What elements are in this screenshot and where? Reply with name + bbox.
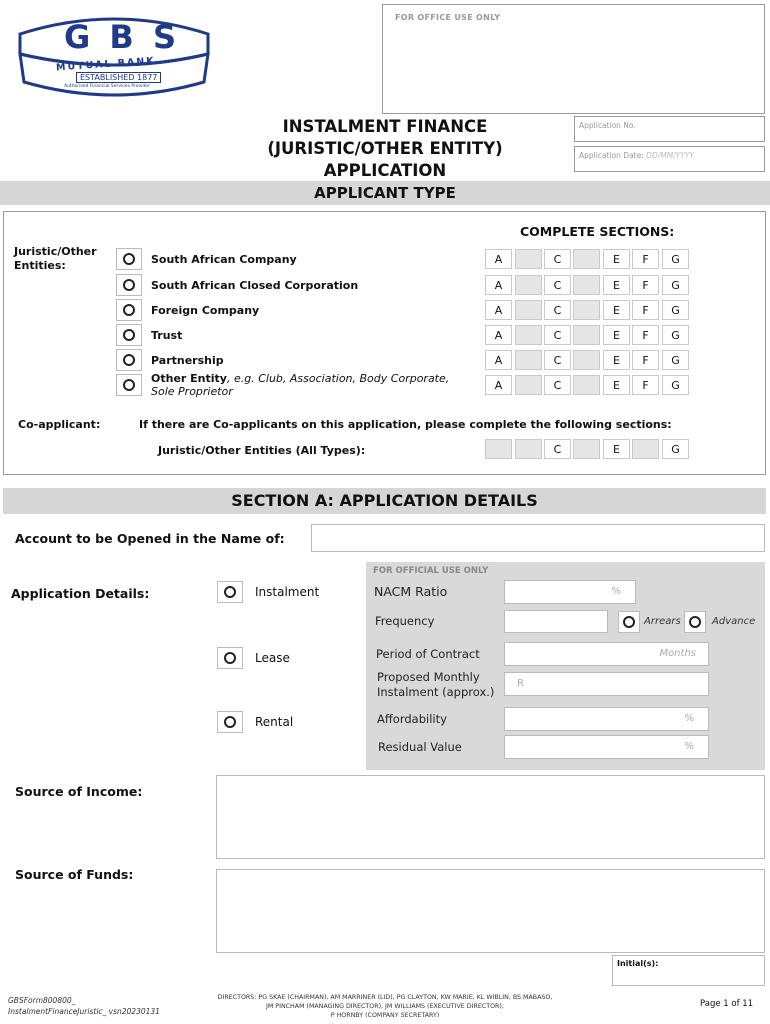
applicant-option-label-text: Other Entity [151,372,227,385]
nacm-label: NACM Ratio [374,584,448,599]
section-cell: F [632,300,659,320]
directors-line1: DIRECTORS: PG SKAE (CHAIRMAN), AM MARRINER (LID), PG CLAYTON, KW MARIE, KL WIBLIN, BS MABASO, [217,994,553,1001]
source-funds-input[interactable] [216,869,765,953]
section-cell: E [603,275,630,295]
official-use-label: FOR OFFICIAL USE ONLY [373,566,489,576]
section-cell: F [632,249,659,269]
advance-radio[interactable] [684,611,706,633]
section-cell [515,325,542,345]
nacm-unit: % [611,586,621,597]
applicant-option-label-text: Trust [151,329,183,342]
office-use-label: FOR OFFICE USE ONLY [395,13,501,22]
section-cell: C [544,249,571,269]
section-cell: C [544,325,571,345]
coapplicant-section-cell [485,439,512,459]
residual-label: Residual Value [378,740,462,754]
logo-arc-text: MUTUAL BANK [55,55,156,74]
title-line-3: APPLICATION [323,161,447,180]
section-cell: A [485,249,512,269]
section-cell [515,249,542,269]
logo-letters: G B S [64,18,180,56]
section-cell: G [662,350,689,370]
section-cell [573,375,600,395]
source-income-input[interactable] [216,775,765,859]
coapplicant-section-cell: C [544,439,571,459]
applicant-option-label-line2: Sole Proprietor [151,385,233,398]
section-cell [573,275,600,295]
logo-established: ESTABLISHED 1877 [76,72,161,83]
application-date-label: Application Date: [579,151,647,160]
gbs-logo [14,12,214,104]
application-date-field[interactable] [574,146,765,172]
section-cell: G [662,249,689,269]
section-cell: E [603,350,630,370]
residual-unit: % [684,741,694,752]
section-cell: F [632,375,659,395]
source-income-label: Source of Income: [15,784,143,799]
applicant-option-radio[interactable] [116,299,142,321]
section-a-heading: SECTION A: APPLICATION DETAILS [3,488,766,514]
section-cell: C [544,275,571,295]
section-cell [573,249,600,269]
coapplicant-section-cell: E [603,439,630,459]
section-cell: E [603,375,630,395]
rental-label: Rental [255,715,294,729]
section-cell: C [544,300,571,320]
section-cell: E [603,300,630,320]
account-name-label: Account to be Opened in the Name of: [15,531,285,546]
section-cell: A [485,275,512,295]
section-cell: F [632,350,659,370]
account-name-input[interactable] [311,524,765,552]
section-cell: G [662,300,689,320]
section-cell: C [544,350,571,370]
residual-input[interactable] [504,735,709,759]
affordability-label: Affordability [377,712,447,726]
coapplicant-section-cell [515,439,542,459]
coapplicant-text: If there are Co-applicants on this application, please complete the following sections: [139,418,672,431]
section-cell: C [544,375,571,395]
applicant-option-label [151,372,449,398]
directors-line3: P HORNBY (COMPANY SECRETARY) [330,1012,440,1019]
section-cell: E [603,249,630,269]
juristic-entities-label-line1: Juristic/Other [14,245,97,258]
nacm-input[interactable] [504,580,636,604]
period-input[interactable] [504,642,709,666]
applicant-option-label [151,354,224,367]
section-cell: G [662,275,689,295]
juristic-entities-label-line2: Entities: [14,259,66,272]
lease-radio[interactable] [217,647,243,669]
form-id-line1: GBSForm800800_ [8,996,76,1005]
coapplicant-section-cell [573,439,600,459]
application-date-placeholder: DD/MM/YYYY [646,151,695,160]
application-details-label: Application Details: [11,586,150,601]
instalment-amount-label [377,670,494,700]
applicant-option-label-suffix: , e.g. Club, Association, Body Corporate, [226,372,450,385]
section-cell: G [662,325,689,345]
instalment-amount-unit: R [517,678,524,689]
office-use-box[interactable] [382,4,765,114]
arrears-label: Arrears [644,616,681,627]
lease-label: Lease [255,651,290,665]
title-line-2: (JURISTIC/OTHER ENTITY) [267,139,503,158]
section-cell [573,350,600,370]
page-number: Page 1 of 11 [700,999,754,1009]
juristic-entities-label [14,245,97,273]
applicant-option-radio[interactable] [116,248,142,270]
instalment-amount-label-line1: Proposed Monthly [377,670,480,684]
source-funds-label: Source of Funds: [15,867,134,882]
instalment-radio[interactable] [217,581,243,603]
directors-line2: JM PINCHAM (MANAGING DIRECTOR), JM WILLIAMS (EXECUTIVE DIRECTOR); [266,1003,504,1010]
coapplicant-section-cell [632,439,659,459]
section-cell: A [485,375,512,395]
rental-radio[interactable] [217,711,243,733]
advance-label: Advance [712,616,756,627]
section-cell [573,300,600,320]
frequency-label: Frequency [375,614,435,628]
title-line-1: INSTALMENT FINANCE [282,117,488,136]
form-id-line2: InstalmentFinanceJuristic_ vsn20230131 [8,1007,160,1016]
section-cell: F [632,325,659,345]
section-cell [515,275,542,295]
instalment-amount-input[interactable] [504,672,709,696]
period-unit: Months [659,648,696,659]
section-cell: A [485,325,512,345]
period-label: Period of Contract [376,647,480,661]
section-cell [573,325,600,345]
applicant-option-label [151,279,358,292]
initials-label: Initial(s): [617,959,659,968]
section-cell [515,300,542,320]
logo-tagline: Authorised Financial Services Provider [64,84,150,89]
complete-sections-label: COMPLETE SECTIONS: [520,224,675,239]
frequency-input[interactable] [504,610,608,633]
arrears-radio[interactable] [618,611,640,633]
section-cell: E [603,325,630,345]
applicant-option-radio[interactable] [116,374,142,396]
section-cell [515,350,542,370]
applicant-option-label-text: Foreign Company [151,304,260,317]
applicant-option-label [151,329,182,342]
applicant-option-label [151,253,297,266]
applicant-type-heading: APPLICANT TYPE [0,181,770,205]
applicant-option-label-text: South African Closed Corporation [151,279,359,292]
initials-box[interactable] [612,955,765,986]
official-use-panel [366,562,765,770]
applicant-option-label-text: Partnership [151,354,224,367]
applicant-option-radio[interactable] [116,324,142,346]
applicant-option-radio[interactable] [116,349,142,371]
form-title [230,116,540,182]
applicant-option-label-text: South African Company [151,253,297,266]
instalment-label: Instalment [255,585,320,599]
all-types-label: Juristic/Other Entities (All Types): [158,444,366,457]
section-cell: G [662,375,689,395]
application-number-field[interactable] [574,116,765,142]
affordability-unit: % [684,713,694,724]
coapplicant-section-cell: G [662,439,689,459]
application-number-label: Application No. [579,121,636,130]
form-id [8,995,160,1017]
section-cell: A [485,300,512,320]
coapplicant-label: Co-applicant: [18,418,101,431]
applicant-option-label [151,304,259,317]
applicant-option-radio[interactable] [116,274,142,296]
section-cell: A [485,350,512,370]
directors-text [190,993,580,1020]
section-cell [515,375,542,395]
instalment-amount-label-line2: Instalment (approx.) [377,685,495,699]
affordability-input[interactable] [504,707,709,731]
section-cell: F [632,275,659,295]
